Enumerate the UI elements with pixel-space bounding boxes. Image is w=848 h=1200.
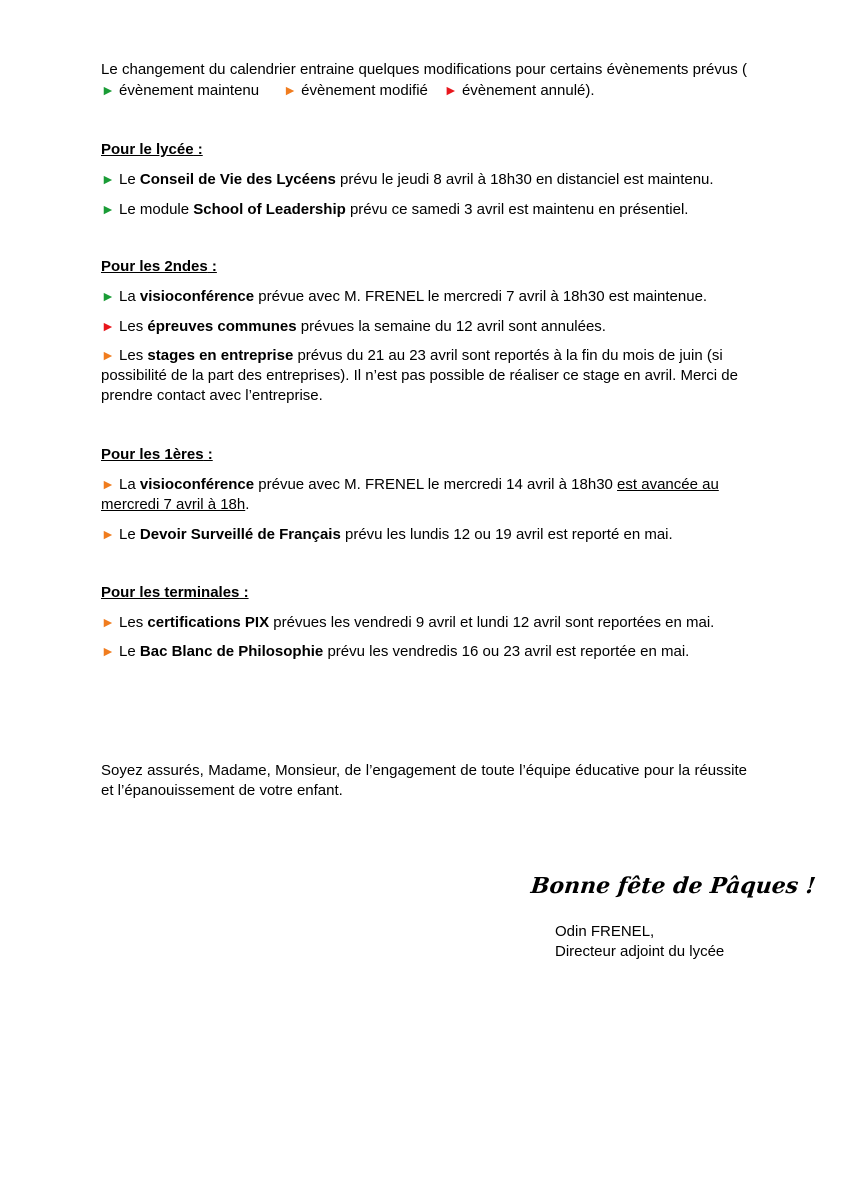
green-triangle-icon: ►: [101, 82, 115, 98]
list-item: ► Les certifications PIX prévues les vendredi 9 avril et lundi 12 avril sont reportées en mai.: [101, 614, 715, 631]
list-item: ► Le Conseil de Vie des Lycéens prévu le jeudi 8 avril à 18h30 en distanciel est maintenu.: [101, 171, 714, 188]
status-maintenu-icon: ►: [101, 171, 115, 187]
intro-paragraph: [101, 60, 747, 101]
orange-triangle-icon: ►: [283, 82, 297, 98]
status-modifie-icon: ►: [101, 347, 115, 363]
list-item: ► La visioconférence prévue avec M. FRENEL le mercredi 14 avril à 18h30 est avancée au mercredi 7 avril à 18h.: [101, 476, 719, 513]
signature-block: [555, 922, 724, 962]
section-heading-lycee: Pour le lycée :: [101, 141, 203, 158]
list-item: ► Le Devoir Surveillé de Français prévu les lundis 12 ou 19 avril est reporté en mai.: [101, 526, 673, 543]
signatory-title: Directeur adjoint du lycée: [555, 943, 725, 960]
status-maintenu-icon: ►: [101, 288, 115, 304]
legend-modifie-label: évènement modifié: [301, 82, 428, 99]
underlined-change: est avancée au mercredi 7 avril à 18h: [101, 476, 719, 513]
list-item: ► Le Bac Blanc de Philosophie prévu les vendredis 16 ou 23 avril est reportée en mai.: [101, 643, 690, 660]
signatory-name: Odin FRENEL,: [555, 923, 655, 940]
list-item: ► La visioconférence prévue avec M. FRENEL le mercredi 7 avril à 18h30 est maintenue.: [101, 288, 708, 305]
legend-annule: [444, 82, 585, 99]
status-modifie-icon: ►: [101, 476, 115, 492]
status-modifie-icon: ►: [101, 526, 115, 542]
section-heading-terminales: Pour les terminales :: [101, 584, 249, 601]
legend-maintenu-label: évènement maintenu: [119, 82, 260, 99]
closing-paragraph: Soyez assurés, Madame, Monsieur, de l’engagement de toute l’équipe éducative pour la réussite et l’épanouissement de votre enfant.: [101, 762, 747, 799]
status-modifie-icon: ►: [101, 614, 115, 630]
red-triangle-icon: ►: [443, 82, 458, 98]
list-item: ► Les épreuves communes prévues la semaine du 12 avril sont annulées.: [101, 318, 606, 335]
section-heading-2ndes: Pour les 2ndes :: [101, 258, 217, 275]
intro-text-end: ).: [585, 82, 595, 99]
signoff-text: Bonne fête de Pâques !: [529, 873, 817, 899]
intro-text: Le changement du calendrier entraine quelques modifications pour certains évènements prévus (: [101, 61, 747, 78]
status-modifie-icon: ►: [101, 643, 115, 659]
section-heading-1eres: Pour les 1ères :: [101, 446, 213, 463]
status-annule-icon: ►: [101, 318, 115, 334]
list-item: ► Les stages en entreprise prévus du 21 au 23 avril sont reportés à la fin du mois de juin (si possibilité de la part des entreprises). Il n’est pas possible de réaliser ce stage en avril. Merci de prendre contact avec l’entreprise.: [101, 347, 738, 404]
status-maintenu-icon: ►: [101, 201, 115, 217]
legend-modifie: [283, 82, 428, 99]
legend-maintenu: [101, 82, 259, 99]
legend-annule-label: évènement annulé: [461, 82, 586, 99]
list-item: ► Le module School of Leadership prévu ce samedi 3 avril est maintenu en présentiel.: [101, 201, 689, 218]
